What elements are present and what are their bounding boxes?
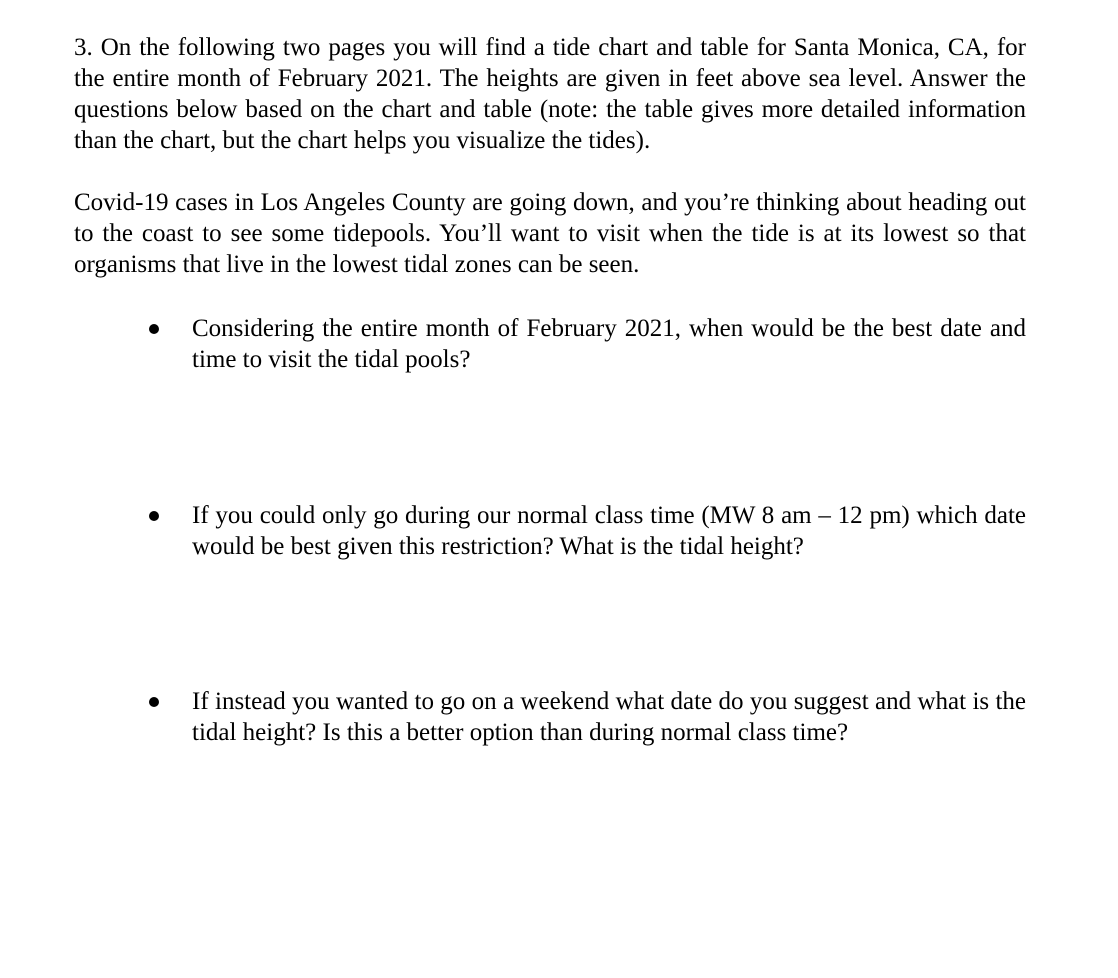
question-text: If you could only go during our normal class time (MW 8 am – 12 pm) which date would be best given this restriction? What is the tidal height? <box>192 502 1026 560</box>
question-item <box>192 686 1026 748</box>
question-text: Considering the entire month of February 2021, when would be the best date and time to visit the tidal pools? <box>192 315 1026 373</box>
context-paragraph: Covid-19 cases in Los Angeles County are going down, and you’re thinking about heading out to the coast to see some tidepools. You’ll want to visit when the tide is at its lowest so that organisms that live in the lowest tidal zones can be seen. <box>74 189 1026 278</box>
question-item <box>192 500 1026 562</box>
bullet-icon <box>149 324 159 334</box>
question-text: If instead you wanted to go on a weekend what date do you suggest and what is the tidal height? Is this a better option than during normal class time? <box>192 688 1026 746</box>
question-item <box>192 313 1026 375</box>
bullet-icon <box>149 511 159 521</box>
document-page <box>74 32 1026 746</box>
bullet-icon <box>149 697 159 707</box>
intro-paragraph: 3. On the following two pages you will find a tide chart and table for Santa Monica, CA, for the entire month of February 2021. The heights are given in feet above sea level. Answer the questions below based on the chart and table (note: the table gives more detailed information than the chart, but the chart helps you visualize the tides). <box>74 34 1026 154</box>
